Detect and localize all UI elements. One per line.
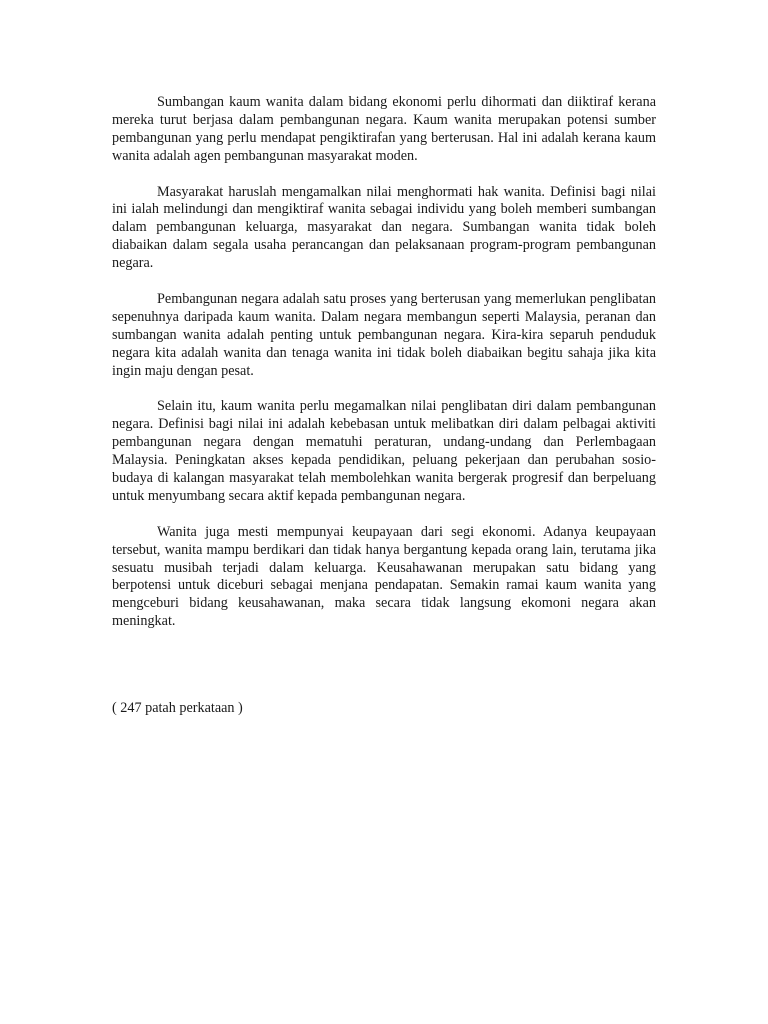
word-count-note: ( 247 patah perkataan )	[112, 700, 243, 716]
document-body	[112, 94, 656, 649]
paragraph-5: Wanita juga mesti mempunyai keupayaan dari segi ekonomi. Adanya keupayaan tersebut, wanita mampu berdikari dan tidak hanya bergantung kepada orang lain, terutama jika sesuatu musibah terjadi dalam keluarga. Keusahawanan merupakan satu bidang yang berpotensi untuk diceburi sebagai menjana pendapatan. Semakin ramai kaum wanita yang mengceburi bidang keusahawanan, maka secara tidak langsung ekomoni negara akan meningkat.	[112, 523, 656, 630]
paragraph-4: Selain itu, kaum wanita perlu megamalkan nilai penglibatan diri dalam pembangunan negara. Definisi bagi nilai ini adalah kebebasan untuk melibatkan diri dalam pelbagai aktiviti pembangunan negara dengan mematuhi peraturan, undang-undang dan Perlembagaan Malaysia. Peningkatan akses kepada pendidikan, peluang pekerjaan dan perubahan sosio-budaya di kalangan masyarakat telah membolehkan wanita bergerak progresif dan berpeluang untuk menyumbang secara aktif kepada pembangunan negara.	[112, 398, 656, 504]
paragraph-2: Masyarakat haruslah mengamalkan nilai menghormati hak wanita. Definisi bagi nilai ini ialah melindungi dan mengiktiraf wanita sebagai individu yang boleh memberi sumbangan dalam pembangunan keluarga, masyarakat dan negara. Sumbangan wanita tidak boleh diabaikan dalam segala usaha perancangan dan pelaksanaan program-program pembangunan negara.	[112, 183, 656, 272]
paragraph-3: Pembangunan negara adalah satu proses yang berterusan yang memerlukan penglibatan sepenuhnya daripada kaum wanita. Dalam negara membangun seperti Malaysia, peranan dan sumbangan wanita adalah penting untuk pembangunan negara. Kira-kira separuh penduduk negara kita adalah wanita dan tenaga wanita ini tidak boleh diabaikan begitu sahaja jika kita ingin maju dengan pesat.	[112, 290, 656, 379]
paragraph-1: Sumbangan kaum wanita dalam bidang ekonomi perlu dihormati dan diiktiraf kerana mereka turut berjasa dalam pembangunan negara. Kaum wanita merupakan potensi sumber pembangunan yang perlu mendapat pengiktirafan yang berterusan. Hal ini adalah kerana kaum wanita adalah agen pembangunan masyarakat moden.	[112, 94, 656, 164]
